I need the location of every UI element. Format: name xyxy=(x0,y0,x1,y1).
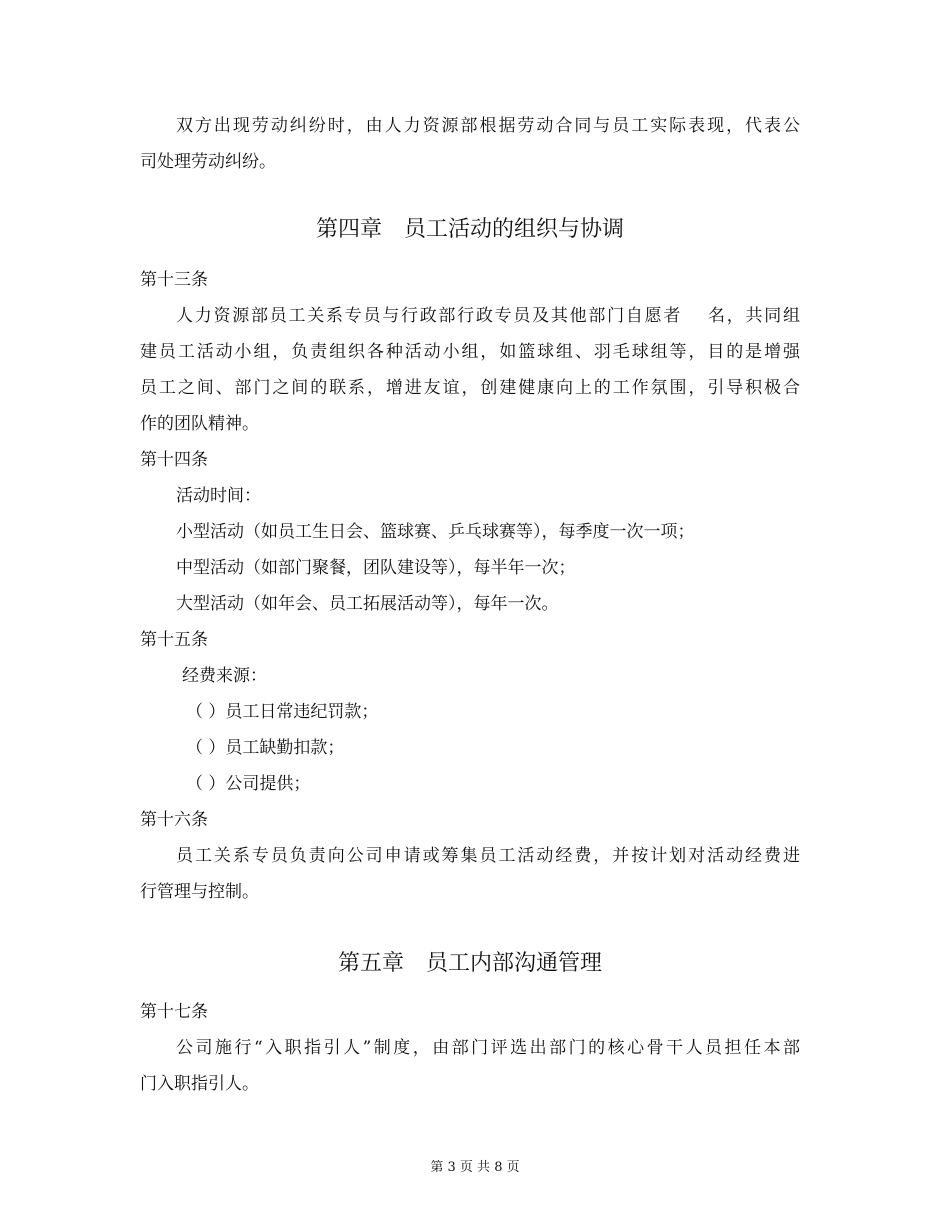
article-title: 第十三条 xyxy=(140,270,208,290)
paragraph-line: 双方出现劳动纠纷时，由人力资源部根据劳动合同与员工实际表现，代表公 xyxy=(176,116,800,136)
list-item: 小型活动（如员工生日会、篮球赛、乒乓球赛等），每季度一次一项； xyxy=(176,522,695,542)
list-item: 活动时间： xyxy=(176,486,261,506)
paragraph-line: 司处理劳动纠纷。 xyxy=(140,152,276,172)
list-item: 经费来源： xyxy=(182,666,267,686)
list-item: 大型活动（如年会、员工拓展活动等），每年一次。 xyxy=(176,594,559,614)
list-item: 中型活动（如部门聚餐，团队建设等），每半年一次； xyxy=(176,558,576,578)
list-item: （ ）公司提供； xyxy=(186,774,311,794)
list-item: （ ）员工日常违纪罚款； xyxy=(186,702,379,722)
article-title: 第十四条 xyxy=(140,450,208,470)
paragraph-line: 门入职指引人。 xyxy=(140,1074,259,1094)
page-number-footer: 第 3 页 共 8 页 xyxy=(430,1160,520,1175)
list-item: （ ）员工缺勤扣款； xyxy=(186,738,345,758)
paragraph-line: 员工关系专员负责向公司申请或筹集员工活动经费，并按计划对活动经费进 xyxy=(176,846,800,866)
paragraph-line: 员工之间、部门之间的联系，增进友谊，创建健康向上的工作氛围，引导积极合 xyxy=(140,378,800,398)
paragraph-line: 作的团队精神。 xyxy=(140,414,259,434)
article-title: 第十五条 xyxy=(140,630,208,650)
paragraph-line: 公司施行“入职指引人”制度，由部门评选出部门的核心骨干人员担任本部 xyxy=(176,1038,800,1058)
paragraph-line: 人力资源部员工关系专员与行政部行政专员及其他部门自愿者 名，共同组 xyxy=(176,306,800,326)
article-title: 第十六条 xyxy=(140,810,208,830)
paragraph-line: 建员工活动小组，负责组织各种活动小组，如篮球组、羽毛球组等，目的是增强 xyxy=(140,342,800,362)
chapter-heading: 第五章 员工内部沟通管理 xyxy=(337,951,602,976)
article-title: 第十七条 xyxy=(140,1002,208,1022)
chapter-heading: 第四章 员工活动的组织与协调 xyxy=(315,217,624,242)
paragraph-line: 行管理与控制。 xyxy=(140,882,259,902)
